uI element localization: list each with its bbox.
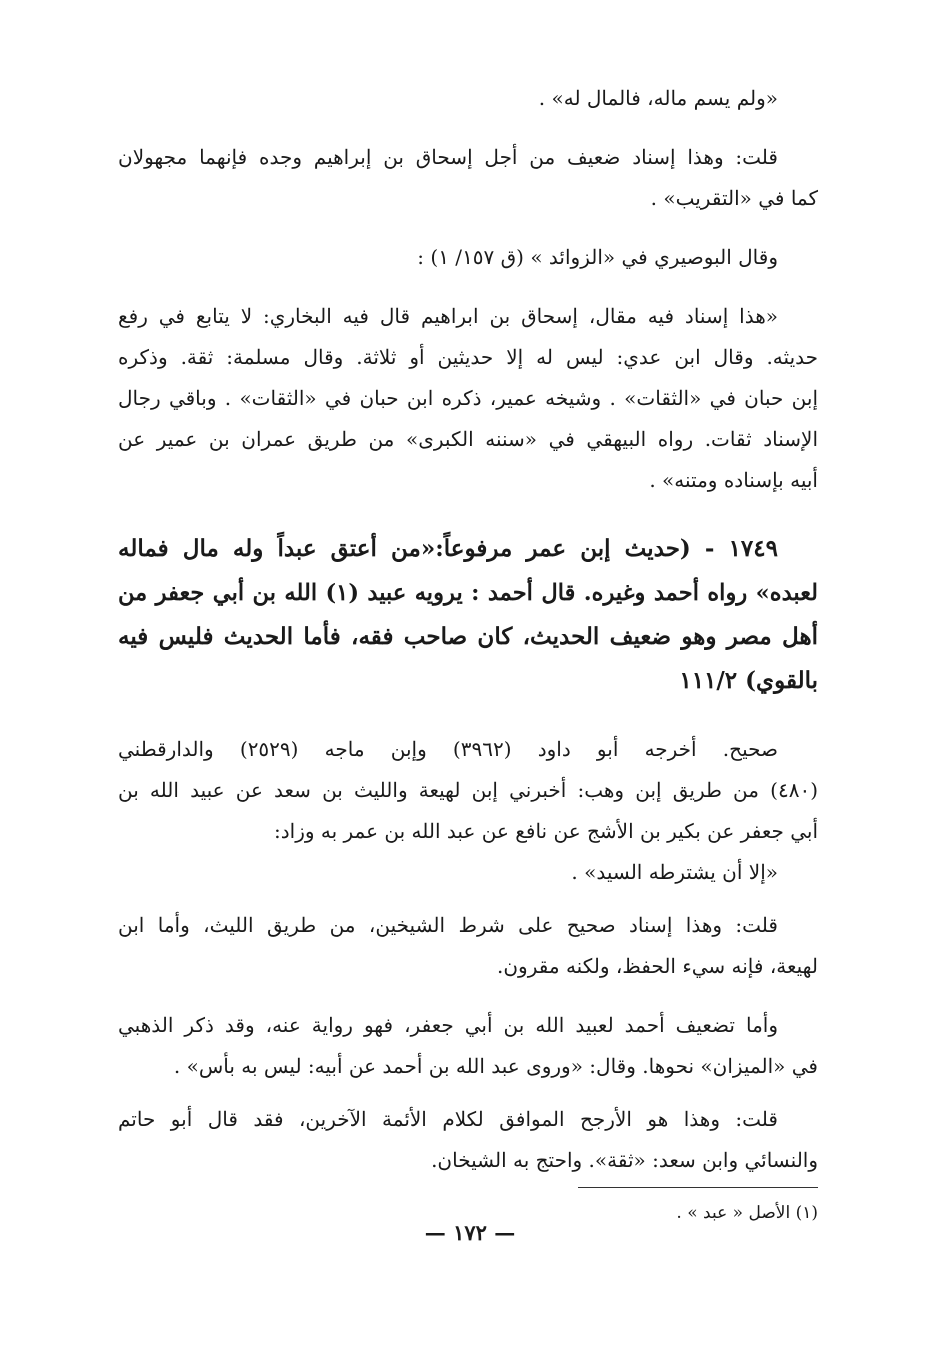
paragraph-2 <box>118 137 818 219</box>
text-line: في «الميزان» نحوها. وقال: «وروى عبد الله بن أحمد عن أبيه: ليس به بأس» . <box>173 1054 818 1078</box>
hadith-heading <box>118 527 818 703</box>
text-line: صحيح. أخرجه أبو داود (٣٩٦٢) وإبن ماجه (٢٥٢٩) والدارقطني <box>118 737 778 761</box>
paragraph-1 <box>118 78 818 119</box>
paragraph-4-quote <box>118 296 818 501</box>
paragraph-6 <box>118 729 818 893</box>
text-line: أهل مصر وهو ضعيف الحديث، كان صاحب فقه، فأما الحديث فليس فيه <box>118 623 818 650</box>
text-line: والنسائي وابن سعد: «ثقة». واحتج به الشيخان. <box>431 1148 818 1172</box>
text-line: قلت: وهذا هو الأرجح الموافق لكلام الأئمة الآخرين، فقد قال أبو حاتم <box>118 1107 778 1131</box>
text-line: قلت: وهذا إسناد ضعيف من أجل إسحاق بن إبراهيم وجده فإنهما مجهولان <box>118 145 778 169</box>
text-line: إبن حبان في «الثقات» . وشيخه عمير، ذكره ابن حبان في «الثقات» . وباقي رجال <box>118 386 818 410</box>
text-line: (٤٨٠) من طريق إبن وهب: أخبرني إبن لهيعة والليث بن سعد عن عبيد الله بن <box>118 778 818 802</box>
text-line: قلت: وهذا إسناد صحيح على شرط الشيخين، من طريق الليث، وأما ابن <box>118 913 778 937</box>
text-line: لهيعة، فإنه سيء الحفظ، ولكنه مقرون. <box>497 954 818 978</box>
text-line: «إلا أن يشترطه السيد» . <box>571 860 778 884</box>
text-line: بالقوي) ١١١/٢ <box>679 667 818 694</box>
text-line: ١٧٤٩ - (حديث إبن عمر مرفوعاً:«من أعتق عبداً وله مال فماله <box>118 535 778 562</box>
paragraph-8 <box>118 1005 818 1087</box>
text-line: أبي جعفر عن بكير بن الأشج عن نافع عن عبد الله بن عمر به وزاد: <box>274 819 818 843</box>
text-line: حديثه. وقال ابن عدي: ليس له إلا حديثين أو ثلاثة. وقال مسلمة: ثقة. وذكره <box>118 345 818 369</box>
paragraph-9 <box>118 1099 818 1181</box>
text-line: الإسناد ثقات. رواه البيهقي في «سننه الكبرى» من طريق عمران بن عمير عن <box>118 427 818 451</box>
footnote-divider <box>578 1187 818 1188</box>
paragraph-7 <box>118 905 818 987</box>
paragraph-3 <box>118 237 818 278</box>
text-line: أبيه بإسناده ومتنه» . <box>649 468 818 492</box>
footnote: (١) الأصل « عبد » . <box>676 1203 818 1223</box>
text-line: وقال البوصيري في «الزوائد » (ق ١٥٧/ ١) : <box>417 245 778 269</box>
page-number: — ١٧٢ — <box>424 1220 516 1245</box>
page-body <box>118 78 818 1228</box>
text-line: وأما تضعيف أحمد لعبيد الله بن أبي جعفر، فهو رواية عنه، وقد ذكر الذهبي <box>118 1013 778 1037</box>
text-line: لعبده» رواه أحمد وغيره. قال أحمد : يرويه عبيد (١) الله بن أبي جعفر من <box>118 580 819 606</box>
text-line: كما في «التقريب» . <box>650 186 818 210</box>
text-line: «هذا إسناد فيه مقال، إسحاق بن ابراهيم قال فيه البخاري: لا يتابع في رفع <box>118 304 778 328</box>
text-line: «ولم يسم ماله، فالمال له» . <box>538 86 778 110</box>
